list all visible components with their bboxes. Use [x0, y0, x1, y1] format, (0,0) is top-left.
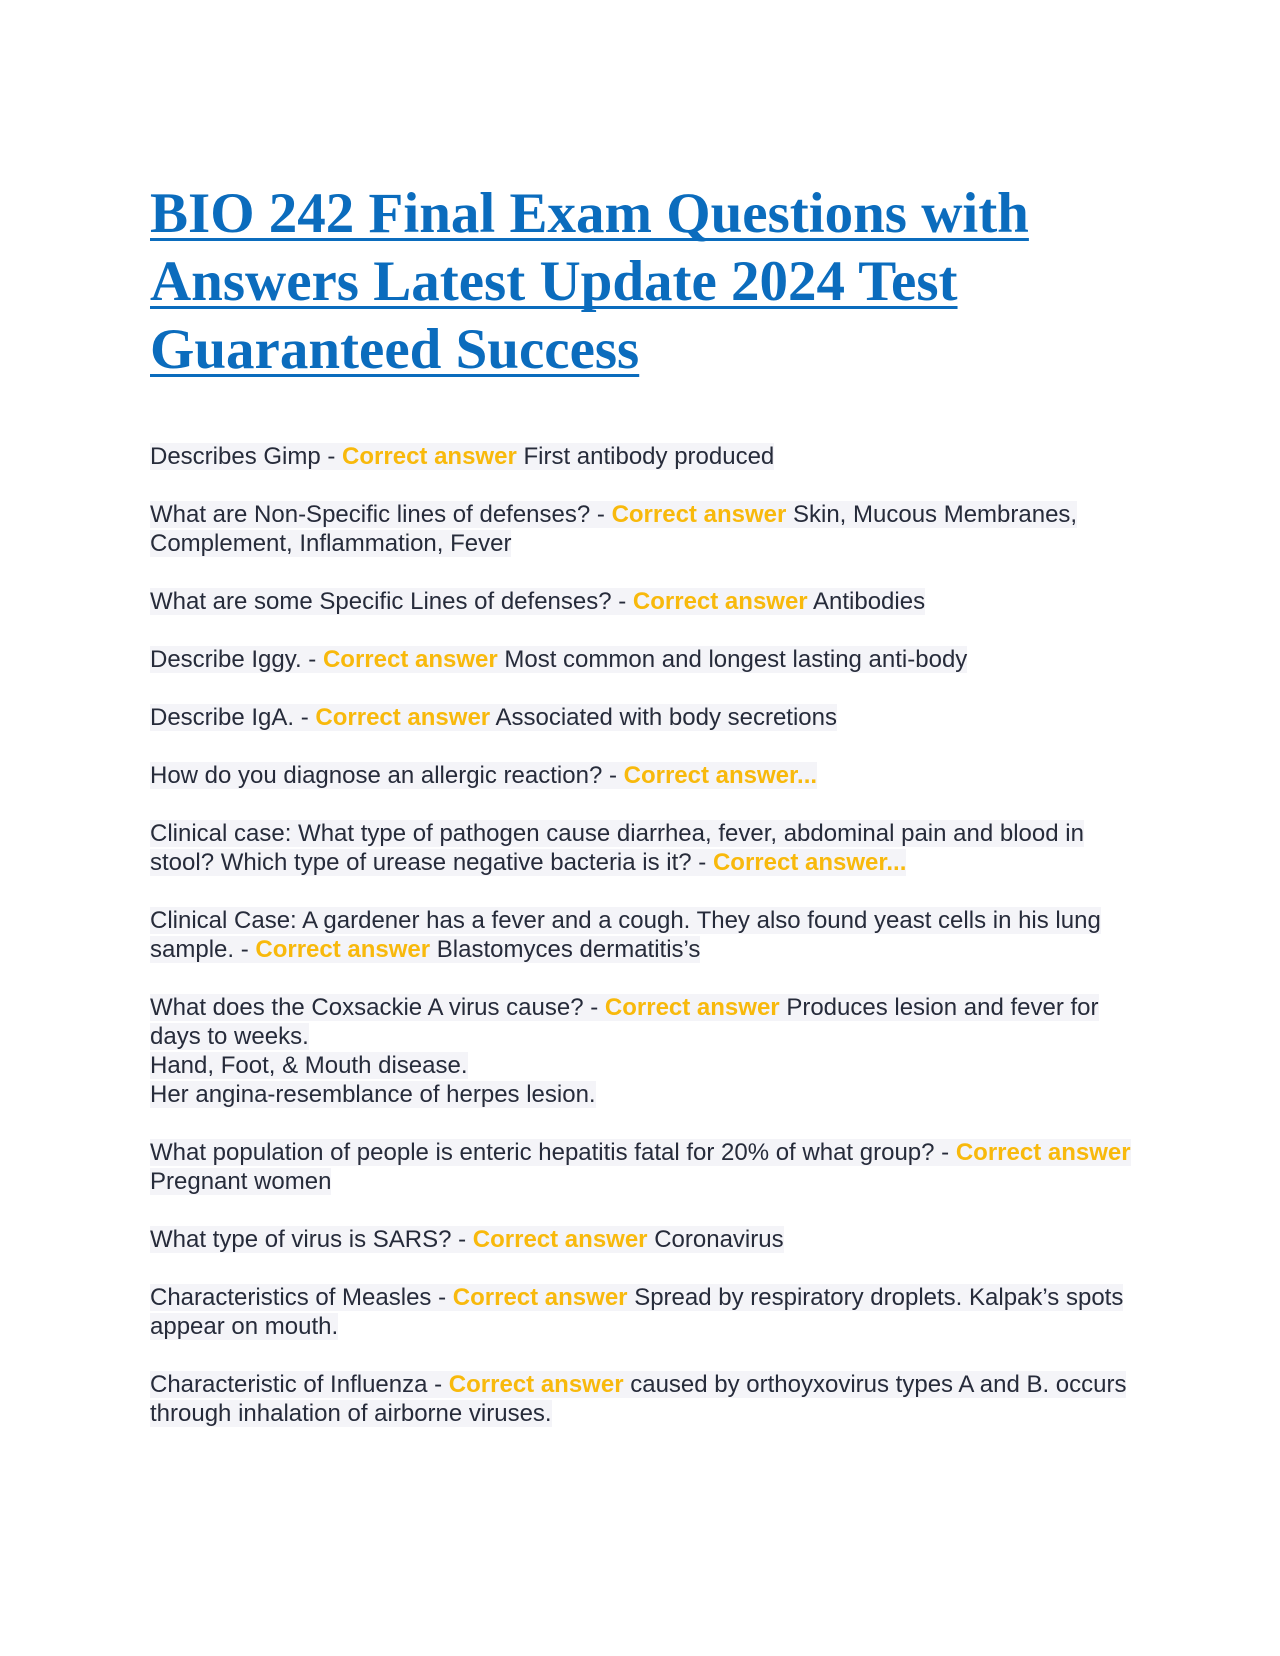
- correct-answer-label: Correct answer: [322, 646, 498, 673]
- answer-text: Associated with body secretions: [495, 704, 837, 731]
- qa-text: [150, 820, 1084, 876]
- qa-item: [150, 1283, 1140, 1341]
- separator: -: [427, 1371, 449, 1398]
- answer-text: Most common and longest lasting anti-body: [504, 646, 968, 673]
- separator: -: [451, 1226, 473, 1253]
- qa-item: [150, 1138, 1140, 1196]
- separator: -: [583, 994, 605, 1021]
- question-text: Describes Gimp: [150, 443, 321, 470]
- answer-text: Produces lesion and fever for days to weeks.: [150, 994, 1099, 1050]
- qa-text: [150, 646, 967, 673]
- separator: -: [234, 936, 256, 963]
- answer-text: caused by orthoyxovirus types A and B. occurs through inhalation of airborne viruses.: [150, 1371, 1127, 1427]
- qa-item: [150, 442, 1140, 471]
- question-text: What population of people is enteric hepatitis fatal for 20% of what group?: [150, 1139, 935, 1166]
- answer-text: Spread by respiratory droplets. Kalpak’s spots appear on mouth.: [150, 1284, 1124, 1340]
- answer-text: First antibody produced: [523, 443, 775, 470]
- qa-text: [150, 762, 817, 789]
- qa-item: [150, 1370, 1140, 1428]
- qa-item: [150, 587, 1140, 616]
- question-text: Describe Iggy.: [150, 646, 302, 673]
- qa-text: [150, 588, 925, 615]
- correct-answer-label: Correct answer: [452, 1284, 628, 1311]
- separator: -: [431, 1284, 453, 1311]
- qa-text: [150, 907, 1101, 963]
- correct-answer-label: Correct answer: [342, 443, 517, 470]
- answer-text: Pregnant women: [150, 1168, 332, 1195]
- question-text: Clinical case: What type of pathogen cause diarrhea, fever, abdominal pain and blood in stool? Which type of urease negative bacteria is it?: [150, 820, 1084, 876]
- qa-text: [150, 501, 1077, 557]
- correct-answer-label: Correct answer: [604, 994, 780, 1021]
- question-text: Clinical Case: A gardener has a fever and a cough. They also found yeast cells in his lung sample.: [150, 907, 1101, 963]
- correct-answer-label: Correct answer: [315, 704, 491, 731]
- question-text: What type of virus is SARS?: [150, 1226, 452, 1253]
- correct-answer-label: Correct answer: [472, 1226, 648, 1253]
- correct-answer-label: Correct answer: [611, 501, 787, 528]
- qa-item: [150, 819, 1140, 877]
- qa-text: [150, 704, 837, 731]
- qa-text: [150, 443, 774, 470]
- answer-extra-line: Hand, Foot, & Mouth disease.: [150, 1052, 468, 1079]
- qa-item: [150, 500, 1140, 558]
- separator: -: [320, 443, 343, 470]
- separator: -: [590, 501, 612, 528]
- qa-item: [150, 1225, 1140, 1254]
- question-text: Describe IgA.: [150, 704, 295, 731]
- qa-list: [150, 442, 1140, 1428]
- correct-answer-label: Correct answer: [632, 588, 808, 615]
- question-text: Characteristic of Influenza: [150, 1371, 428, 1398]
- document-title[interactable]: BIO 242 Final Exam Questions with Answers Latest Update 2024 Test Guaranteed Success: [150, 182, 1029, 381]
- separator: -: [934, 1139, 956, 1166]
- question-text: Characteristics of Measles: [150, 1284, 432, 1311]
- qa-text: [150, 994, 1099, 1050]
- separator: -: [301, 646, 323, 673]
- correct-answer-label: Correct answer: [955, 1139, 1131, 1166]
- separator: -: [691, 849, 713, 876]
- correct-answer-label: Correct answer...: [712, 849, 907, 876]
- separator: -: [602, 762, 624, 789]
- question-text: What does the Coxsackie A virus cause?: [150, 994, 584, 1021]
- question-text: What are Non-Specific lines of defenses?: [150, 501, 591, 528]
- qa-item: [150, 761, 1140, 790]
- answer-text: Antibodies: [813, 588, 926, 615]
- correct-answer-label: Correct answer: [255, 936, 431, 963]
- qa-item: [150, 906, 1140, 964]
- answer-extra-line: Her angina-resemblance of herpes lesion.: [150, 1081, 596, 1108]
- answer-text: Blastomyces dermatitis’s: [436, 936, 701, 963]
- document-page: [150, 180, 1140, 1457]
- qa-text: [150, 1371, 1126, 1427]
- correct-answer-label: Correct answer: [448, 1371, 624, 1398]
- correct-answer-label: Correct answer...: [623, 762, 818, 789]
- qa-text: [150, 1226, 784, 1253]
- answer-text: Skin, Mucous Membranes, Complement, Inflammation, Fever: [150, 501, 1078, 557]
- qa-item: [150, 993, 1140, 1109]
- qa-text: [150, 1284, 1123, 1340]
- question-text: What are some Specific Lines of defenses?: [150, 588, 612, 615]
- qa-item: [150, 703, 1140, 732]
- question-text: How do you diagnose an allergic reaction?: [150, 762, 603, 789]
- answer-text: Coronavirus: [654, 1226, 784, 1253]
- qa-text: [150, 1139, 1131, 1195]
- qa-item: [150, 645, 1140, 674]
- separator: -: [294, 704, 316, 731]
- separator: -: [611, 588, 633, 615]
